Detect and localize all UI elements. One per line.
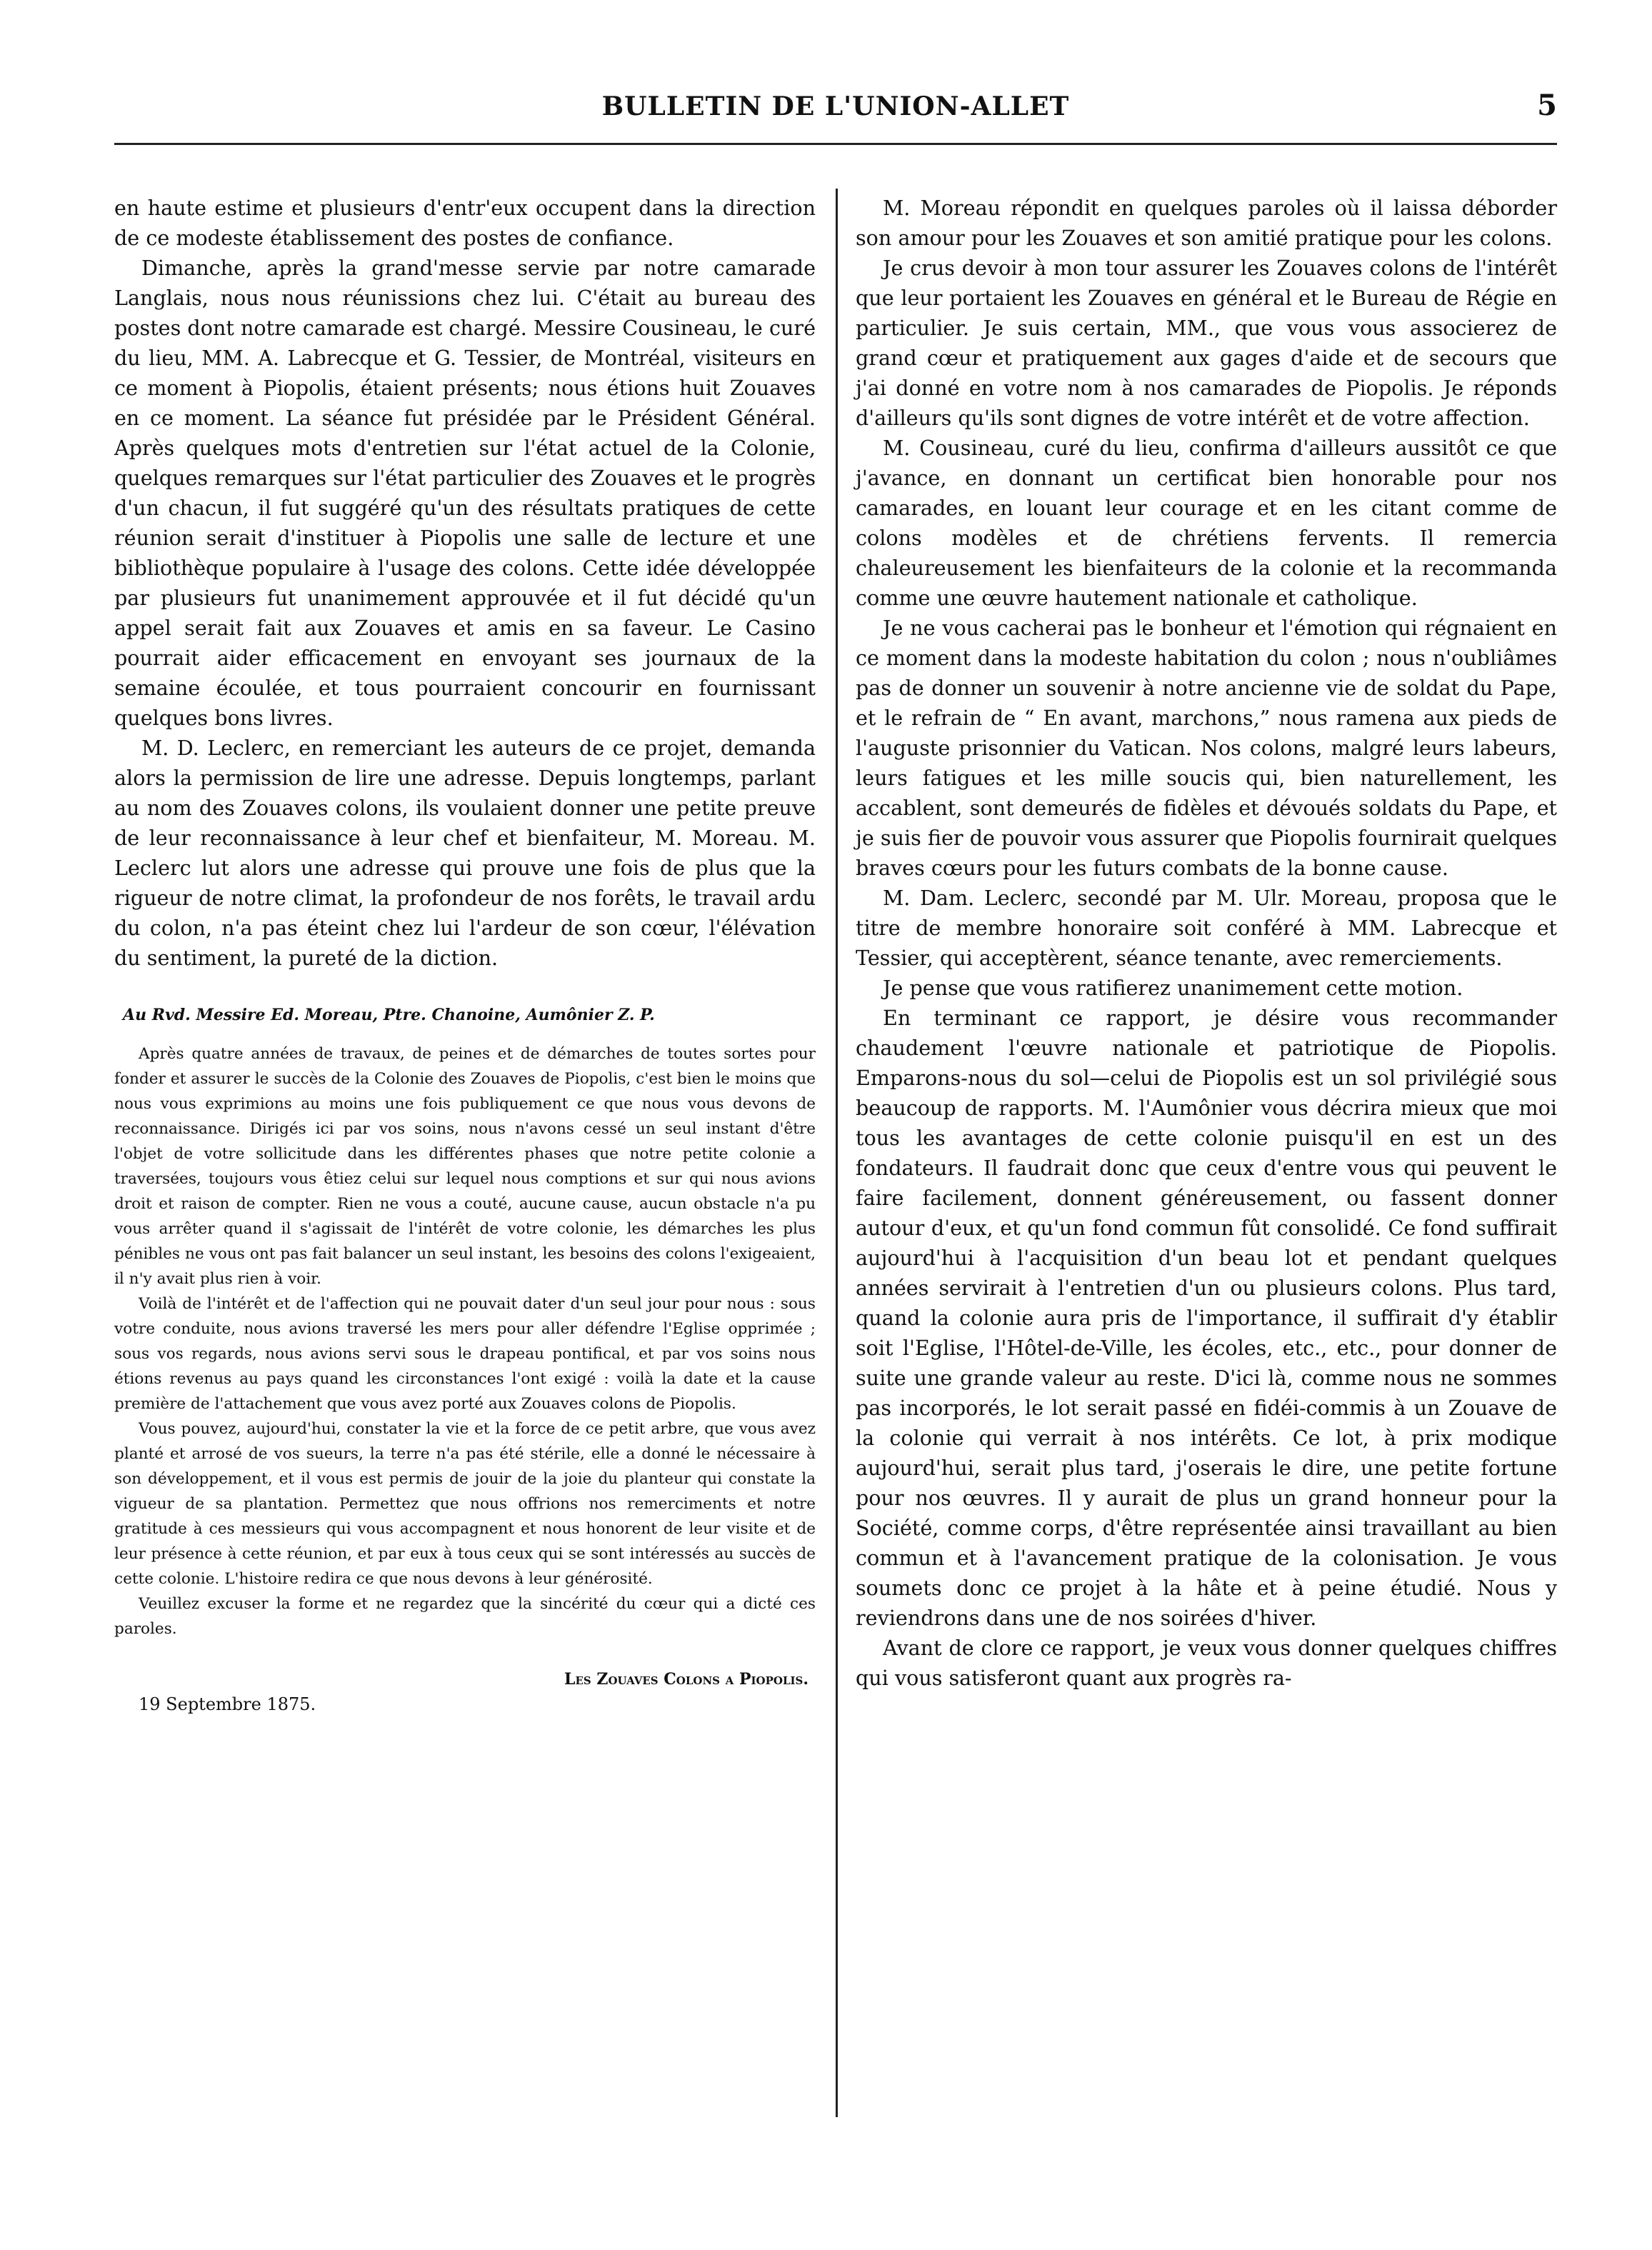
- paragraph: Je pense que vous ratifierez unanimement cette motion.: [883, 976, 1463, 1000]
- address-heading: Au Rvd. Messire Ed. Moreau, Ptre. Chanoine, Aumônier Z. P.: [123, 1006, 655, 1024]
- paragraph: Je ne vous cacherai pas le bonheur et l'émotion qui régnaient en ce moment dans la modeste habitation du colon ; nous n'oubliâmes pas de donner un souvenir à notre ancienne vie de soldat du Pape, et le refrain de “ En avant, marchons,” nous ramena aux pieds de l'auguste prisonnier du Vatican. Nos colons, malgré leurs labeurs, leurs fatigues et les mille soucis qui, bien naturellement, les accablent, sont demeurés de fidèles et dévoués soldats du Pape, et je suis fier de pouvoir vous assurer que Piopolis fournirait quelques braves cœurs pour les futurs combats de la bonne cause.: [856, 616, 1557, 880]
- left-column: [114, 193, 816, 1714]
- column-divider: [836, 189, 838, 2117]
- page-title: BULLETIN DE L'UNION-ALLET: [601, 91, 1070, 121]
- page-number: 5: [1537, 89, 1557, 122]
- address-paragraph: Veuillez excuser la forme et ne regardez que la sincérité du cœur qui a dicté ces paroles.: [114, 1595, 816, 1638]
- paragraph: M. Dam. Leclerc, secondé par M. Ulr. Moreau, proposa que le titre de membre honoraire soit conféré à MM. Labrecque et Tessier, qui acceptèrent, séance tenante, avec remerciements.: [856, 886, 1557, 970]
- right-column: [856, 193, 1557, 1693]
- paragraph: M. Moreau répondit en quelques paroles où il laissa déborder son amour pour les Zouaves et son amitié pratique pour les colons.: [856, 196, 1557, 250]
- paragraph: en haute estime et plusieurs d'entr'eux occupent dans la direction de ce modeste établissement des postes de confiance.: [114, 196, 816, 250]
- address-date: 19 Septembre 1875.: [139, 1694, 316, 1714]
- paragraph: M. Cousineau, curé du lieu, confirma d'ailleurs aussitôt ce que j'avance, en donnant un certificat bien honorable pour nos camarades, en louant leur courage et en les citant comme de colons modèles et de chrétiens fervents. Il remercia chaleureusement les bienfaiteurs de la colonie et la recommanda comme une œuvre hautement nationale et catholique.: [856, 436, 1557, 610]
- address-paragraph: Vous pouvez, aujourd'hui, constater la vie et la force de ce petit arbre, que vous avez planté et arrosé de vos sueurs, la terre n'a pas été stérile, elle a donné le nécessaire à son développement, et il vous est permis de jouir de la joie du planteur qui constate la vigueur de sa plantation. Permettez que nous offrions nos remerciments et notre gratitude à ces messieurs qui vous accompagnent et nous honorent de leur visite et de leur présence à cette réunion, et par eux à tous ceux qui se sont intéressés au succès de cette colonie. L'histoire redira ce que nous devons à leur générosité.: [114, 1420, 816, 1588]
- header-divider: [114, 143, 1557, 145]
- address-paragraph: Voilà de l'intérêt et de l'affection qui ne pouvait dater d'un seul jour pour nous : sous votre conduite, nous avions traversé les mers pour aller défendre l'Eglise opprimée ; sous vos regards, nous avions servi sous le drapeau pontifical, et par vos soins nous étions revenus au pays quand les circonstances l'ont exigé : voilà la date et la cause première de l'attachement que vous avez porté aux Zouaves colons de Piopolis.: [114, 1295, 816, 1413]
- paragraph: Dimanche, après la grand'messe servie par notre camarade Langlais, nous nous réunissions chez lui. C'était au bureau des postes dont notre camarade est chargé. Messire Cousineau, le curé du lieu, MM. A. Labrecque et G. Tessier, de Montréal, visiteurs en ce moment à Piopolis, étaient présents; nous étions huit Zouaves en ce moment. La séance fut présidée par le Président Général. Après quelques mots d'entretien sur l'état actuel de la Colonie, quelques remarques sur l'état particulier des Zouaves et le progrès d'un chacun, il fut suggéré qu'un des résultats pratiques de cette réunion serait d'instituer à Piopolis une salle de lecture et une bibliothèque populaire à l'usage des colons. Cette idée développée par plusieurs fut unanimement approuvée et il fut décidé qu'un appel serait fait aux Zouaves et amis en sa faveur. Le Casino pourrait aider efficacement en envoyant ses journaux de la semaine écoulée, et tous pourraient concourir en fournissant quelques bons livres.: [114, 256, 816, 730]
- paragraph: En terminant ce rapport, je désire vous recommander chaudement l'œuvre nationale et patriotique de Piopolis. Emparons-nous du sol—celui de Piopolis est un sol privilégié sous beaucoup de rapports. M. l'Aumônier vous décrira mieux que moi tous les avantages de cette colonie puisqu'il en est un des fondateurs. Il faudrait donc que ceux d'entre vous qui peuvent le faire facilement, donnent généreusement, ou fassent donner autour d'eux, et qu'un fond commun fût consolidé. Ce fond suffirait aujourd'hui à l'acquisition d'un beau lot et pendant quelques années servirait à l'entretien d'un ou plusieurs colons. Plus tard, quand la colonie aura pris de l'importance, il suffirait d'y établir soit l'Eglise, l'Hôtel-de-Ville, les écoles, etc., etc., pour donner de suite une grande valeur au reste. D'ici là, comme nous ne sommes pas incorporés, le lot serait passé en fidéi-commis à un Zouave de la colonie qui verrait à nos intérêts. Ce lot, à prix modique aujourd'hui, serait plus tard, j'oserais le dire, une petite fortune pour nos œuvres. Il y aurait de plus un grand honneur pour la Société, comme corps, d'être représentée ainsi travaillant au bien commun et à l'avancement pratique de la colonisation. Je vous soumets donc ce projet à la hâte et à peine étudié. Nous y reviendrons dans une de nos soirées d'hiver.: [856, 1006, 1557, 1630]
- address-paragraph: Après quatre années de travaux, de peines et de démarches de toutes sortes pour fonder et assurer le succès de la Colonie des Zouaves de Piopolis, c'est bien le moins que nous vous exprimions au moins une fois publiquement ce que nous vous devons de reconnaissance. Dirigés ici par vos soins, nous n'avons cessé un seul instant d'être l'objet de votre sollicitude dans les différentes phases que notre petite colonie a traversées, toujours vous êtiez celui sur lequel nous comptions et sur qui nous avions droit et raison de compter. Rien ne vous a couté, aucune cause, aucun obstacle n'a pu vous arrêter quand il s'agissait de l'intérêt de votre colonie, les démarches les plus pénibles ne vous ont pas fait balancer un seul instant, les besoins des colons l'exigeaient, il n'y avait plus rien à voir.: [114, 1045, 816, 1288]
- paragraph: M. D. Leclerc, en remerciant les auteurs de ce projet, demanda alors la permission de lire une adresse. Depuis longtemps, parlant au nom des Zouaves colons, ils voulaient donner une petite preuve de leur reconnaissance à leur chef et bienfaiteur, M. Moreau. M. Leclerc lut alors une adresse qui prouve une fois de plus que la rigueur de notre climat, la profondeur de nos forêts, le travail ardu du colon, n'a pas éteint chez lui l'ardeur de son cœur, l'élévation du sentiment, la pureté de la diction.: [114, 736, 816, 970]
- paragraph: Je crus devoir à mon tour assurer les Zouaves colons de l'intérêt que leur portaient les Zouaves en général et le Bureau de Régie en particulier. Je suis certain, MM., que vous vous associerez de grand cœur et pratiquement aux gages d'aide et de secours que j'ai donné en votre nom à nos camarades de Piopolis. Je réponds d'ailleurs qu'ils sont dignes de votre intérêt et de votre affection.: [856, 256, 1557, 430]
- address-signature: Les Zouaves Colons a Piopolis.: [564, 1670, 809, 1689]
- paragraph: Avant de clore ce rapport, je veux vous donner quelques chiffres qui vous satisferont quant aux progrès ra-: [856, 1636, 1557, 1690]
